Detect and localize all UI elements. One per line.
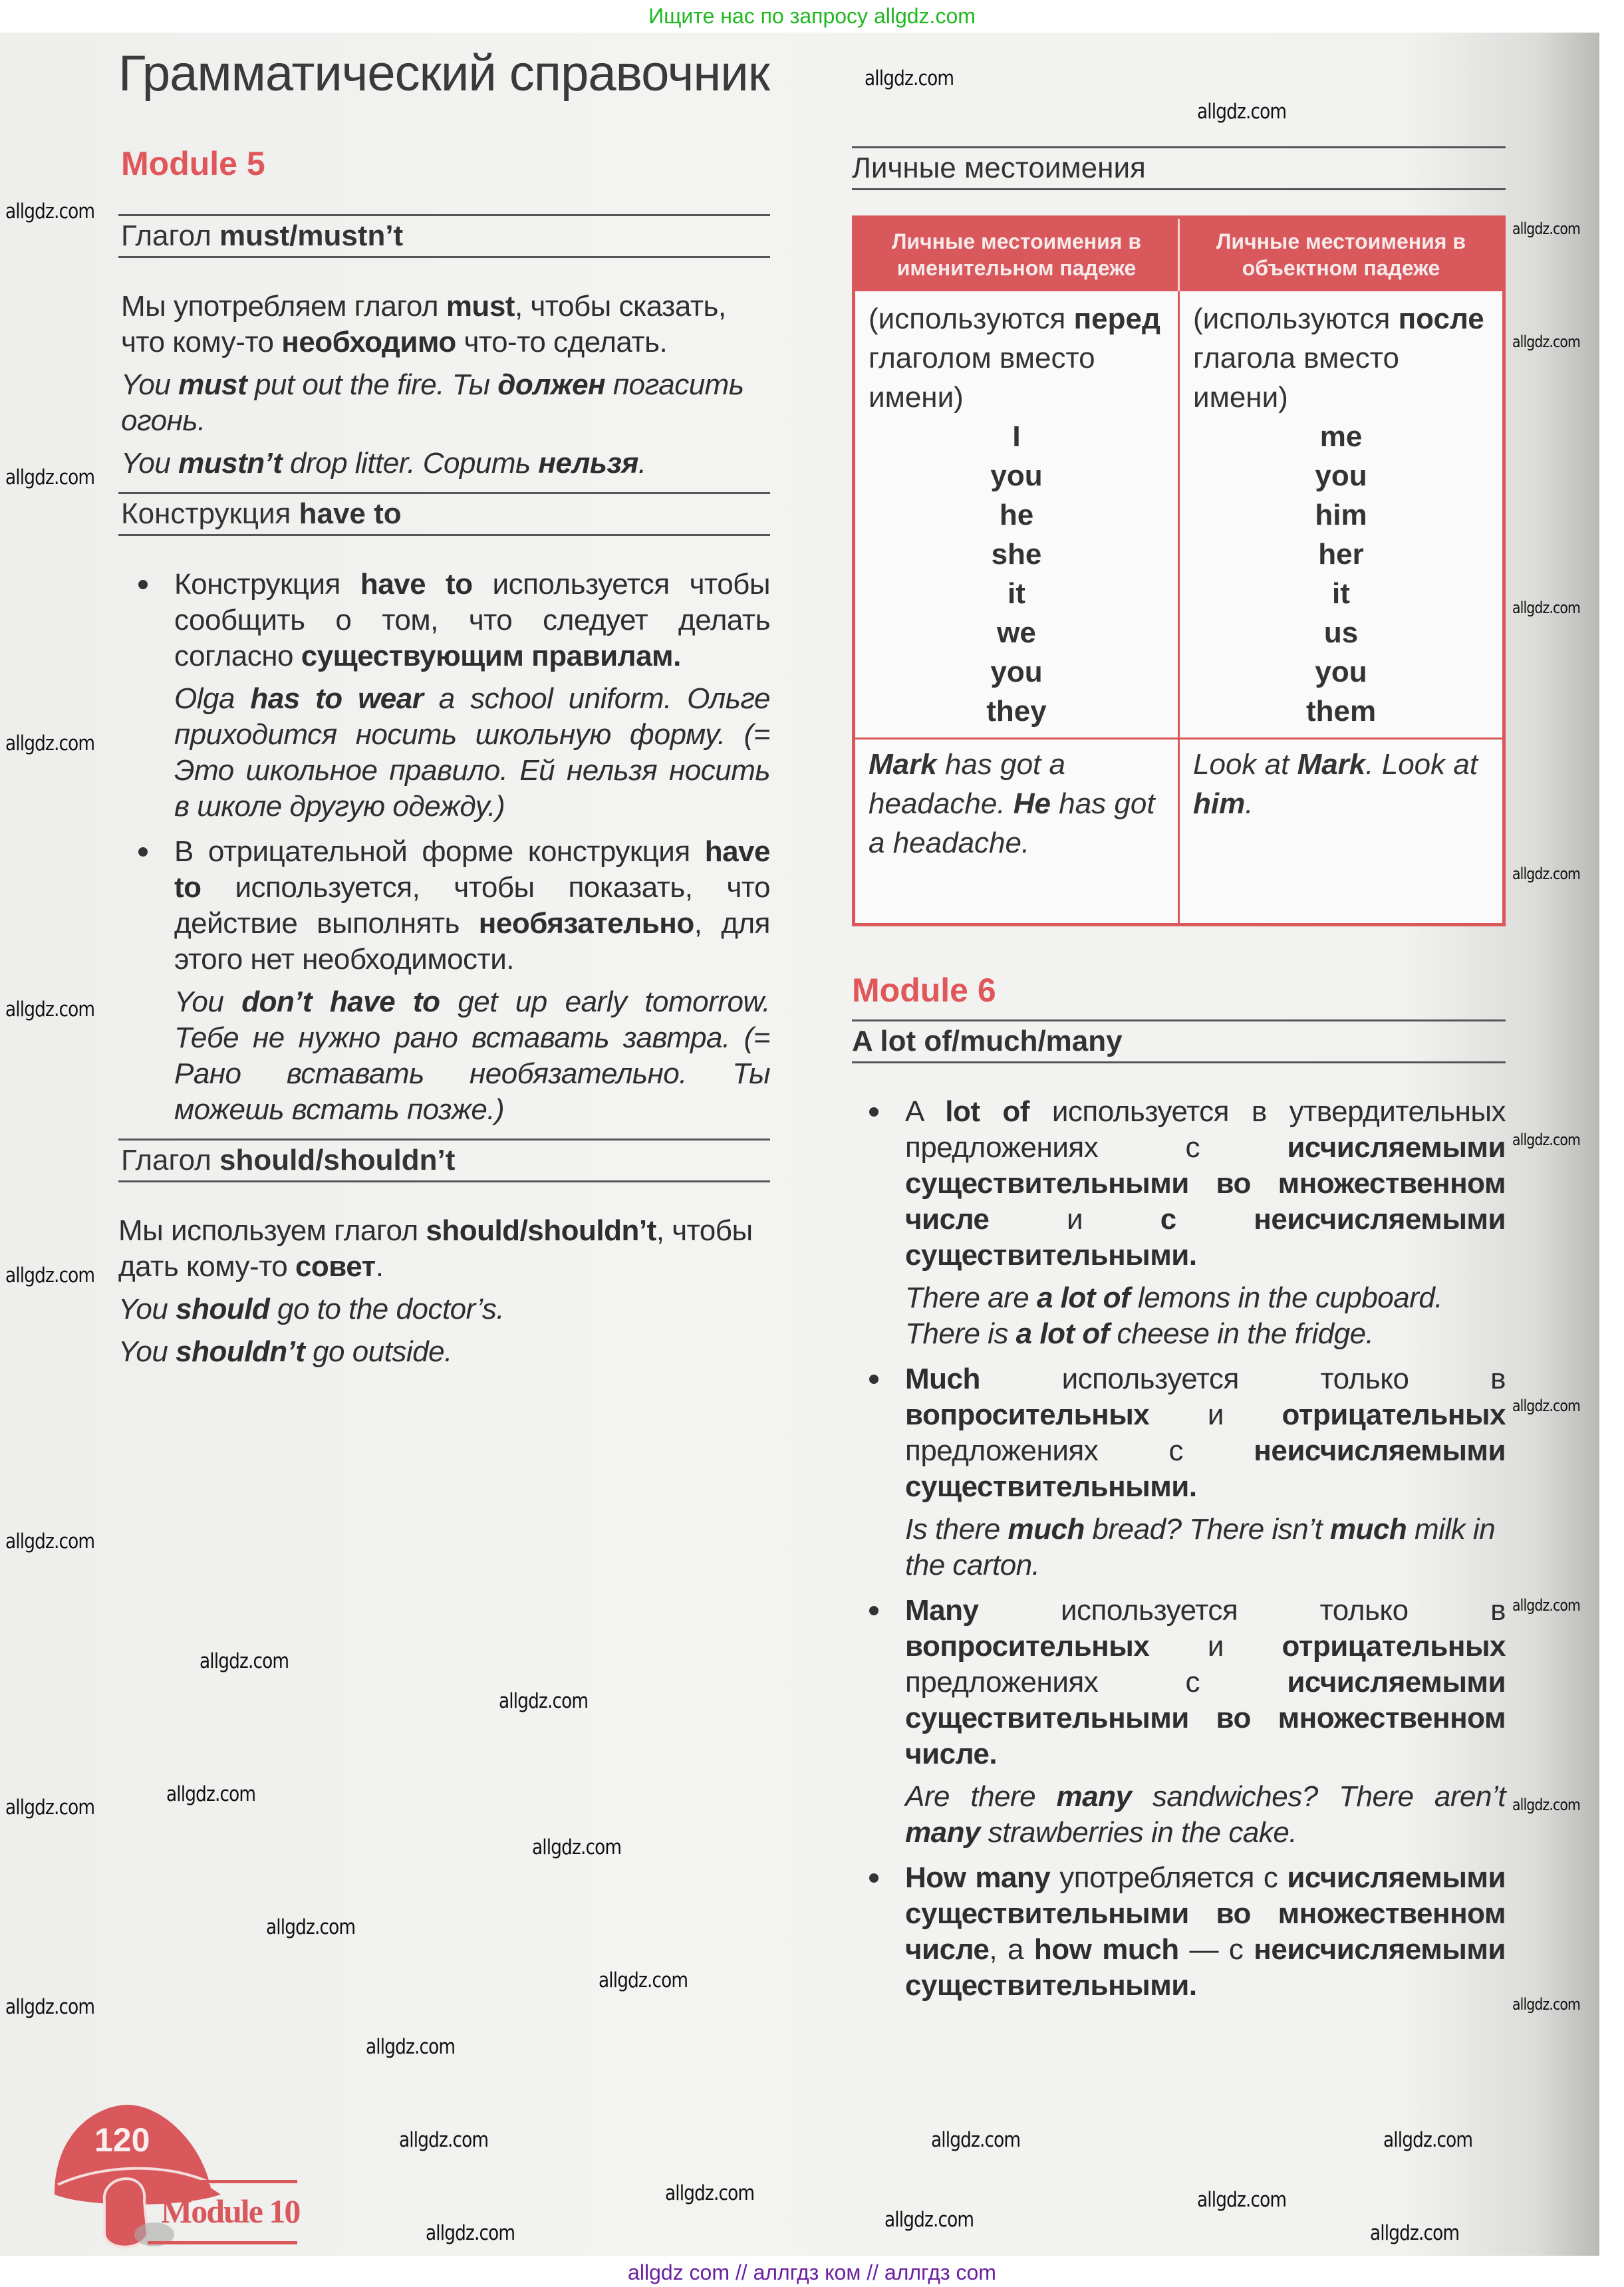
pronouns-table [852, 215, 1506, 926]
watermark: allgdz.com [1512, 1596, 1580, 1615]
text-run: Olga [174, 682, 251, 715]
text-run: В отрицательной форме конструкция [174, 835, 705, 868]
pronoun: I [1012, 420, 1021, 453]
watermark: allgdz.com [1512, 1796, 1580, 1814]
right-column [852, 146, 1506, 2004]
text-run: Is there [905, 1512, 1008, 1546]
text-run: cheese in the fridge. [1109, 1317, 1374, 1350]
text-run: should/shouldn’t [426, 1214, 656, 1247]
watermark: allgdz.com [931, 2128, 1021, 2152]
text-run: употребляется с [1050, 1861, 1287, 1894]
divider [118, 534, 770, 536]
object-pronouns-cell [1179, 291, 1504, 739]
text-run: . Look at [1365, 747, 1478, 781]
mustnt-example [121, 446, 770, 481]
watermark: allgdz.com [266, 1915, 356, 1939]
pronoun: him [1315, 498, 1367, 531]
module-6-heading: Module 6 [852, 971, 996, 1009]
watermark: allgdz.com [1512, 1131, 1580, 1149]
text-run: don’t have to [241, 986, 440, 1018]
watermark: allgdz.com [399, 2128, 489, 2152]
text-run: bread? There isn’t [1084, 1512, 1330, 1546]
text-run: Look at [1193, 747, 1297, 781]
text-run: и [1149, 1398, 1282, 1431]
text-run: вопросительных [905, 1398, 1150, 1431]
text-run: have to [360, 568, 473, 601]
should-example [118, 1291, 770, 1327]
column-header-object: Личные местоимения в объектном падеже [1179, 217, 1504, 291]
text-run: put out the fire. Ты [247, 368, 498, 401]
text-run: — с [1178, 1933, 1254, 1966]
have-to-rule-1 [121, 567, 770, 674]
watermark: allgdz.com [1512, 333, 1580, 351]
text-run: используется, чтобы показать, что действие выполнять [174, 871, 770, 940]
a-lot-of-example [852, 1280, 1506, 1352]
divider [118, 256, 770, 258]
pronoun: them [1305, 694, 1377, 728]
text-run: , чтобы сказать, что кому-то [121, 290, 726, 358]
have-to-example-1 [121, 681, 770, 825]
top-banner[interactable]: Ищите нас по запросу allgdz.com [648, 4, 976, 28]
watermark: allgdz.com [5, 1995, 95, 2019]
pronouns-heading: Личные местоимения [852, 152, 1146, 184]
text-run: необязательно [478, 907, 694, 940]
many-rule [852, 1593, 1506, 1772]
watermark: allgdz.com [665, 2181, 755, 2205]
many-example [852, 1779, 1506, 1851]
subject-pronoun-list [869, 417, 1164, 731]
text-run: (используются [869, 302, 1074, 335]
text-run: Mark [1297, 747, 1366, 781]
text-run: a lot of [1015, 1317, 1109, 1350]
text-run: many [1056, 1780, 1132, 1813]
text-run: предложениях с [905, 1434, 1254, 1467]
bottom-banner[interactable]: allgdz com // аллгдз ком // аллгдз com [628, 2260, 996, 2284]
text-run: much [1008, 1512, 1085, 1546]
a-lot-of-heading: A lot of/much/many [852, 1024, 1123, 1057]
have-to-rule-2 [121, 834, 770, 978]
text-run: неисчисляемыми существительными. [905, 1434, 1506, 1503]
object-pronoun-list [1193, 417, 1489, 731]
watermark: allgdz.com [366, 2035, 456, 2059]
module-5-heading: Module 5 [121, 145, 265, 182]
text-run: , для этого нет необходимости. [174, 907, 771, 976]
text-run: Мы употребляем глагол [121, 290, 446, 323]
column-header-subject: Личные местоимения в именительном падеже [854, 217, 1179, 291]
watermark: allgdz.com [5, 732, 95, 755]
text-run: используется только в [978, 1593, 1506, 1627]
text-run: lot of [945, 1095, 1029, 1128]
text-run: lemons in the cupboard. There is [905, 1281, 1443, 1350]
pronoun: you [1315, 655, 1367, 688]
watermark: allgdz.com [5, 998, 95, 1021]
should-explanation [118, 1213, 770, 1285]
text-run: Many [905, 1593, 979, 1627]
watermark: allgdz.com [1512, 1995, 1580, 2014]
text-run: и [989, 1202, 1160, 1236]
text-run: и [1149, 1629, 1282, 1663]
text-run: sandwiches? There aren’t [1131, 1780, 1506, 1813]
watermark: allgdz.com [532, 1835, 622, 1859]
text-run: a lot of [1036, 1281, 1131, 1314]
divider [852, 188, 1506, 190]
text-run: Мы используем глагол [118, 1214, 426, 1247]
text-run: погасить огонь. [121, 368, 744, 437]
text-run: что-то сделать. [456, 326, 668, 358]
watermark: allgdz.com [200, 1649, 289, 1673]
pronoun: she [991, 537, 1042, 571]
page-title: Грамматический справочник [118, 45, 769, 102]
left-column [118, 44, 770, 1370]
text-run: вопросительных [905, 1629, 1150, 1663]
text-run: . [1245, 787, 1254, 820]
watermark: allgdz.com [5, 1796, 95, 1819]
pronoun: it [1332, 577, 1350, 610]
text-run: используется чтобы сообщить о том, что следует делать согласно [174, 568, 771, 672]
must-example [121, 367, 770, 439]
text-run: go to the doctor’s. [269, 1293, 505, 1325]
text-run: go outside. [305, 1335, 452, 1368]
text-run: how much [1033, 1933, 1179, 1966]
watermark: allgdz.com [166, 1782, 256, 1806]
text-run: You [121, 368, 179, 401]
text-run: him [1193, 787, 1246, 820]
text-run: . [638, 447, 646, 479]
must-explanation [121, 289, 770, 360]
text-run: , чтобы дать кому-то [118, 1214, 753, 1283]
text-run: You [121, 447, 179, 479]
watermark: allgdz.com [499, 1689, 589, 1713]
text-run: Much [905, 1362, 980, 1395]
watermark: allgdz.com [865, 67, 954, 90]
text-run: get up early tomorrow. Тебе не нужно рано вставать завтра. (= Рано вставать необязательно. Ты можешь встать позже.) [174, 986, 770, 1126]
text-run: should [176, 1293, 270, 1325]
text-run: has got a headache. [869, 747, 1065, 820]
text-run: неисчисляемыми существительными. [905, 1933, 1506, 2002]
pronoun: you [1315, 459, 1367, 492]
pronoun: he [999, 498, 1034, 531]
text-run: отрицательных [1282, 1629, 1506, 1663]
text-run: shouldn’t [176, 1335, 305, 1368]
must-heading [118, 216, 770, 256]
text-run: many [905, 1816, 980, 1849]
text-run: have to [299, 497, 402, 530]
text-run: How many [905, 1861, 1051, 1894]
module-label: Module 10 [161, 2193, 300, 2230]
text-run: исчисляемыми существительными во множественном числе [905, 1131, 1506, 1236]
much-rule [852, 1361, 1506, 1505]
text-run: , а [989, 1933, 1034, 1966]
text-run: используется только в [980, 1362, 1506, 1395]
text-run: перед [1073, 302, 1160, 335]
text-run: совет [295, 1250, 376, 1283]
pronoun: we [997, 616, 1036, 649]
a-lot-of-section [852, 1094, 1506, 2004]
text-run: You [118, 1335, 176, 1368]
mushroom-icon [48, 2101, 301, 2254]
pronoun: her [1318, 537, 1364, 571]
watermark: allgdz.com [884, 2208, 974, 2232]
watermark: allgdz.com [426, 2221, 515, 2245]
text-run: He [1013, 787, 1051, 820]
text-run: с неисчисляемыми существительными. [905, 1202, 1506, 1272]
text-run: should/shouldn’t [219, 1144, 456, 1176]
text-run: исчисляемыми существительными во множественном числе [905, 1861, 1506, 1966]
should-section [118, 1213, 770, 1370]
pronoun: us [1323, 616, 1359, 649]
watermark: allgdz.com [1197, 100, 1287, 124]
text-run: Mark [869, 747, 937, 781]
text-run: предложениях с [905, 1665, 1287, 1698]
watermark: allgdz.com [1512, 219, 1580, 238]
text-run: much [1329, 1512, 1407, 1546]
subject-usage [869, 299, 1164, 417]
text-run: глаголом вместо имени) [869, 341, 1095, 414]
watermark: allgdz.com [1197, 2188, 1287, 2212]
have-to-example-2 [121, 984, 770, 1128]
watermark: allgdz.com [1512, 599, 1580, 617]
text-run: drop litter. Сорить [282, 447, 539, 479]
pronoun: you [990, 655, 1043, 688]
text-run: has got a headache. [869, 787, 1155, 859]
watermark: allgdz.com [1370, 2221, 1460, 2245]
text-run: milk in the carton. [905, 1512, 1496, 1581]
a-lot-of-rule [852, 1094, 1506, 1274]
text-run: has to wear [250, 682, 424, 715]
object-usage [1193, 299, 1489, 417]
text-run: have to [174, 835, 770, 904]
subject-example [854, 738, 1179, 924]
watermark: allgdz.com [5, 466, 95, 489]
watermark: allgdz.com [1512, 865, 1580, 883]
watermark: allgdz.com [1512, 1397, 1580, 1415]
text-run: Are there [905, 1780, 1057, 1813]
text-run: must [178, 368, 247, 401]
have-to-section [118, 567, 770, 1128]
text-run: You [174, 986, 242, 1018]
object-example [1179, 738, 1504, 924]
divider [852, 1061, 1506, 1063]
text-run: must [446, 290, 515, 323]
subject-pronouns-cell [854, 291, 1179, 739]
text-run: mustn’t [178, 447, 283, 479]
text-run: необходимо [281, 326, 456, 358]
text-run: a school uniform. Ольге приходится носить школьную форму. (= Это школьное правило. Ей нельзя носить в школе другую одежду.) [174, 682, 771, 823]
pronoun: it [1008, 577, 1025, 610]
text-run: You [118, 1293, 176, 1325]
watermark: allgdz.com [5, 1264, 95, 1287]
much-example [852, 1512, 1506, 1583]
text-run: There are [905, 1281, 1037, 1314]
text-run: Конструкция [174, 568, 360, 601]
divider [118, 1180, 770, 1182]
should-heading [118, 1141, 770, 1180]
watermark: allgdz.com [5, 200, 95, 223]
text-run: . [375, 1250, 384, 1283]
pronoun: me [1319, 420, 1363, 453]
text-run: глагола вместо имени) [1193, 341, 1399, 414]
text-run: Конструкция [121, 497, 299, 530]
text-run: must/mustn’t [219, 219, 404, 252]
text-run: strawberries in the cake. [980, 1816, 1297, 1849]
watermark: allgdz.com [5, 1530, 95, 1553]
pronoun: they [986, 694, 1047, 728]
text-run: после [1398, 302, 1484, 335]
text-run: нельзя [538, 447, 638, 479]
text-run: Глагол [121, 1144, 219, 1176]
text-run: исчисляемыми существительными во множественном числе. [905, 1665, 1506, 1770]
pronoun: you [990, 459, 1043, 492]
page-number-logo [48, 2101, 301, 2254]
have-to-heading [118, 494, 770, 534]
page-number: 120 [94, 2121, 150, 2159]
watermark: allgdz.com [599, 1968, 688, 1992]
text-run: A [905, 1095, 946, 1128]
watermark: allgdz.com [1383, 2128, 1473, 2152]
text-run: отрицательных [1282, 1398, 1506, 1431]
must-section [118, 289, 770, 481]
text-run: (используются [1193, 302, 1399, 335]
text-run: должен [497, 368, 606, 401]
shouldnt-example [118, 1334, 770, 1370]
text-run: используется в утвердительных предложениях с [905, 1095, 1506, 1164]
text-run: Глагол [121, 219, 219, 252]
text-run: существующим правилам. [301, 640, 681, 672]
how-many-rule [852, 1860, 1506, 2004]
